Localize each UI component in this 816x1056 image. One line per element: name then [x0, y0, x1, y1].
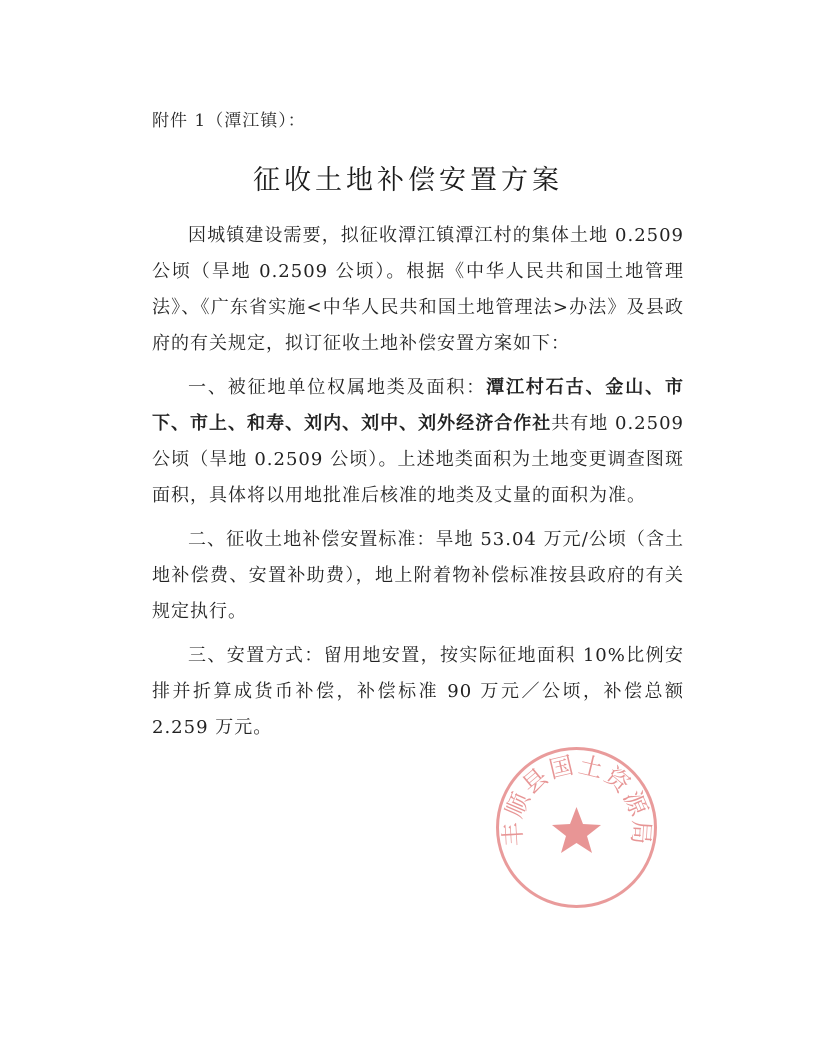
paragraph-land-area-lead: 一、被征地单位权属地类及面积： [188, 377, 487, 398]
paragraph-land-area-rest: 共有地 0.2509 公顷（旱地 0.2509 公顷）。上述地类面积为土地变更调查图斑面积，具体将以用地批准后核准的地类及丈量的面积为准。 [152, 413, 684, 506]
paragraph-intro: 因城镇建设需要，拟征收潭江镇潭江村的集体土地 0.2509 公顷（旱地 0.2509 公顷）。根据《中华人民共和国土地管理法》、《广东省实施<中华人民共和国土地管理法>办法》及县政府的有关规定，拟订征收土地补偿安置方案如下： [152, 225, 684, 354]
paragraph-resettlement-method: 三、安置方式：留用地安置，按实际征地面积 10%比例安排并折算成货币补偿，补偿标准 90 万元／公顷，补偿总额 2.259 万元。 [152, 645, 684, 738]
seal-star-icon [552, 807, 601, 853]
paragraph-land-area [152, 370, 684, 514]
document-body [152, 218, 684, 746]
seal-text: 丰顺县国土资源局 [498, 750, 656, 848]
paragraph-compensation-standard: 二、征收土地补偿安置标准：旱地 53.04 万元/公顷（含土地补偿费、安置补助费），地上附着物补偿标准按县政府的有关规定执行。 [152, 529, 684, 622]
official-seal [494, 745, 659, 910]
cooperatives-list: 潭江村石古、金山、市下、市上、和寿、刘内、刘中、刘外经济合作社 [152, 377, 684, 434]
document-title: 征收土地补偿安置方案 [253, 165, 563, 196]
attachment-label: 附件 1（潭江镇）： [152, 111, 306, 131]
